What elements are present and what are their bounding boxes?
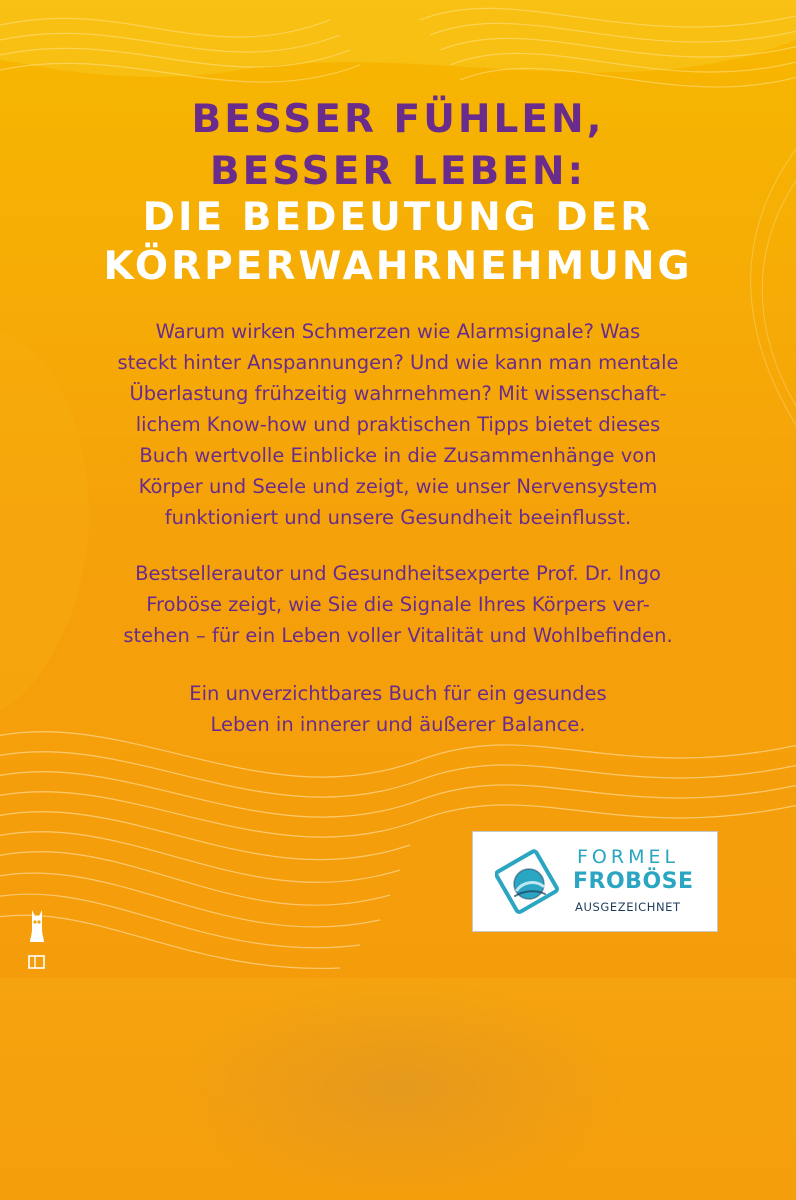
- paragraph-line: Überlastung frühzeitig wahrnehmen? Mit wissenschaft-: [129, 382, 667, 405]
- paragraph-line: funktioniert und unsere Gesundheit beeinflusst.: [164, 506, 632, 529]
- badge-line-1: FORMEL: [577, 846, 680, 868]
- closing-paragraph: [0, 678, 796, 740]
- paragraph-line: Buch wertvolle Einblicke in die Zusammenhänge von: [139, 444, 657, 467]
- heading-line-4: KÖRPERWAHRNEHMUNG: [103, 244, 693, 289]
- paragraph-line: Ein unverzichtbares Buch für ein gesundes: [189, 682, 607, 705]
- owl-logo-icon: [26, 908, 48, 978]
- paragraph-line: Leben in innerer und äußerer Balance.: [210, 713, 586, 736]
- formel-froboese-badge: [472, 831, 718, 932]
- badge-line-3: AUSGEZEICHNET: [575, 900, 681, 914]
- paragraph-line: Körper und Seele und zeigt, wie unser Nervensystem: [138, 475, 658, 498]
- paragraph-line: Bestsellerautor und Gesundheitsexperte Prof. Dr. Ingo: [135, 562, 661, 585]
- bottom-band: [0, 978, 796, 1200]
- paragraph-line: lichem Know-how und praktischen Tipps bietet dieses: [135, 413, 661, 436]
- paragraph-line: steckt hinter Anspannungen? Und wie kann man mentale: [117, 351, 679, 374]
- heading-line-2: BESSER LEBEN:: [209, 149, 587, 194]
- author-paragraph: [0, 558, 796, 651]
- bottom-band-glow: [170, 978, 630, 1200]
- paragraph-line: stehen – für ein Leben voller Vitalität und Wohlbefinden.: [123, 624, 673, 647]
- heading-line-3: DIE BEDEUTUNG DER: [142, 195, 654, 240]
- heading-line-1: BESSER FÜHLEN,: [191, 97, 605, 142]
- badge-line-2: FROBÖSE: [573, 869, 694, 894]
- top-swoosh: [0, 0, 796, 77]
- paragraph-line: Froböse zeigt, wie Sie die Signale Ihres Körpers ver-: [146, 593, 650, 616]
- description-paragraph: [0, 316, 796, 533]
- paragraph-line: Warum wirken Schmerzen wie Alarmsignale? Was: [155, 320, 641, 343]
- balance-circle-logo-icon: [495, 846, 561, 918]
